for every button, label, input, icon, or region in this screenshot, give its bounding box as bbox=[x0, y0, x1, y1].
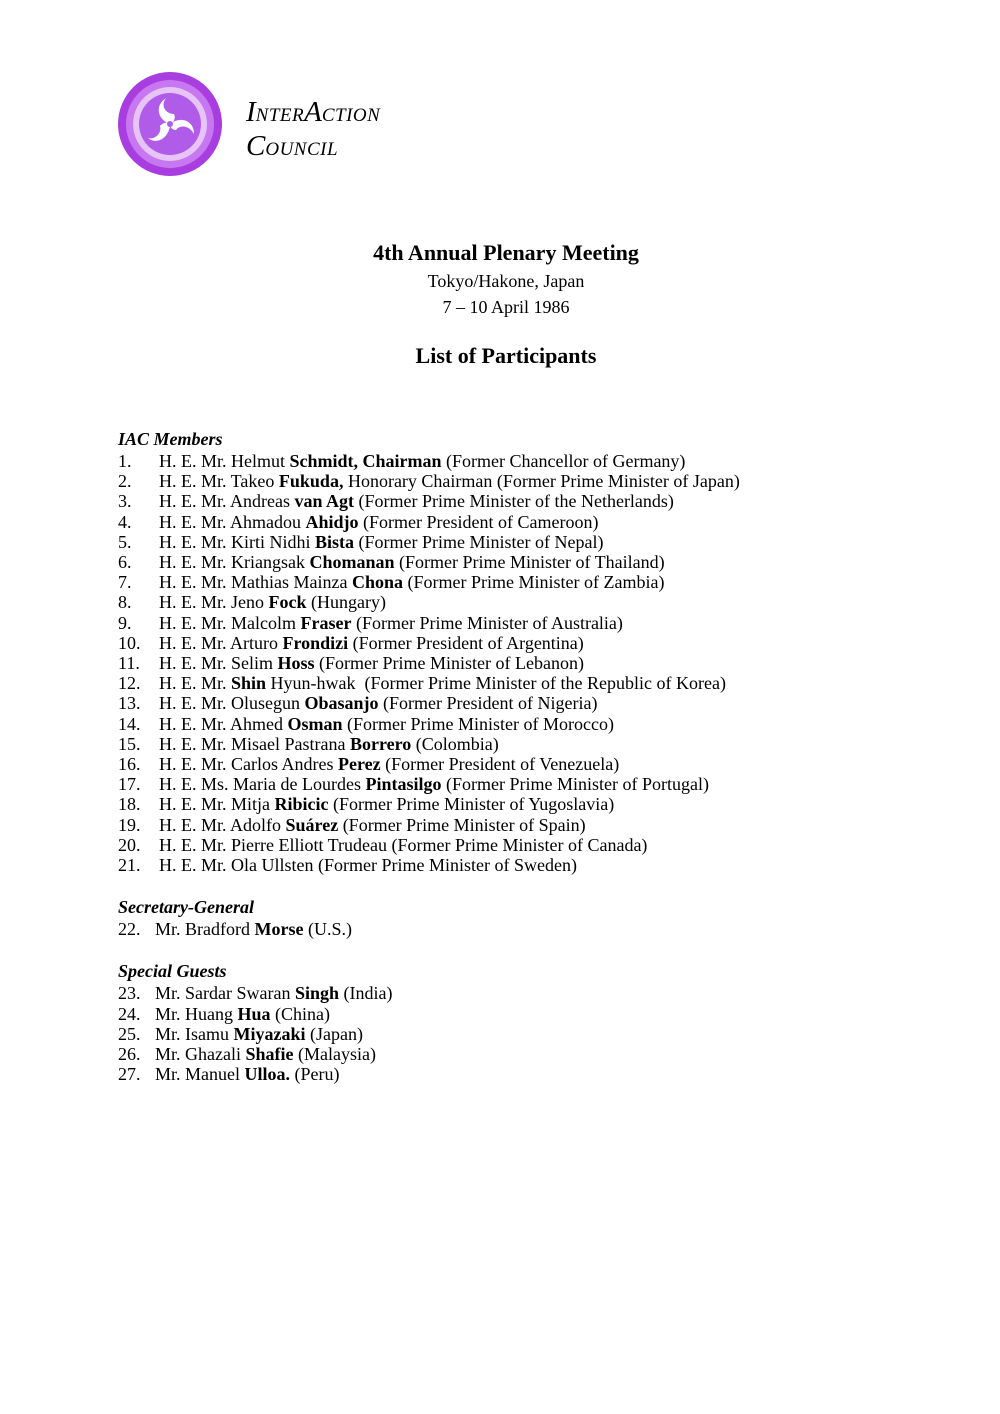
members-list bbox=[118, 451, 978, 875]
participant-item bbox=[118, 491, 978, 511]
participant-description: (Malaysia) bbox=[293, 1044, 376, 1065]
participant-text: Mr. Bradford bbox=[155, 919, 255, 940]
list-title: List of Participants bbox=[415, 343, 597, 368]
participant-description: (Former President of Venezuela) bbox=[380, 754, 620, 775]
participant-description: (Colombia) bbox=[411, 733, 499, 754]
participant-description: (Former Chancellor of Germany) bbox=[441, 451, 686, 471]
participant-item bbox=[118, 592, 978, 612]
participant-number: 13. bbox=[118, 693, 141, 714]
participant-number: 10. bbox=[118, 632, 141, 653]
participant-number: 14. bbox=[118, 713, 141, 734]
participant-surname: Ribicic bbox=[274, 794, 329, 815]
title-block bbox=[0, 238, 1000, 371]
participant-text: H. E. Mr. Ahmadou bbox=[159, 511, 306, 532]
participant-description: (Japan) bbox=[305, 1023, 363, 1044]
participant-text: H. E. Mr. Adolfo bbox=[159, 814, 286, 835]
participant-item bbox=[118, 673, 978, 693]
participant-number: 3. bbox=[118, 491, 132, 512]
participant-surname: Miyazaki bbox=[233, 1023, 306, 1044]
participant-text: Mr. Huang bbox=[155, 1003, 238, 1024]
participant-surname: Chona bbox=[351, 572, 403, 593]
participant-description: (Peru) bbox=[290, 1064, 340, 1085]
participant-text: H. E. Mr. Mitja bbox=[159, 794, 275, 815]
participant-number: 1. bbox=[118, 451, 132, 471]
participant-item bbox=[118, 451, 978, 471]
participant-number: 11. bbox=[118, 653, 140, 674]
participant-number: 23. bbox=[118, 983, 141, 1004]
participant-text: H. E. Mr. Takeo bbox=[159, 471, 279, 492]
participant-text: Mr. Manuel bbox=[155, 1064, 245, 1085]
participant-description: (Former Prime Minister of Lebanon) bbox=[314, 653, 584, 674]
participant-text: H. E. Mr. Olusegun bbox=[159, 693, 305, 714]
participant-description: (Former Prime Minister of the Netherlands) bbox=[354, 491, 674, 512]
participant-item bbox=[118, 471, 978, 491]
participant-description: (Former Prime Minister of Spain) bbox=[338, 814, 586, 835]
secretary-section bbox=[118, 895, 978, 939]
participant-description: (Former Prime Minister of Nepal) bbox=[354, 531, 604, 552]
participant-text: H. E. Mr. Arturo bbox=[159, 632, 283, 653]
participant-surname: Borrero bbox=[349, 733, 412, 754]
participant-item bbox=[118, 714, 978, 734]
participant-surname: Obasanjo bbox=[304, 693, 379, 714]
participant-number: 26. bbox=[118, 1044, 141, 1065]
participant-number: 2. bbox=[118, 471, 132, 492]
participant-text: H. E. Mr. Carlos Andres bbox=[159, 754, 338, 775]
participant-text: Mr. Sardar Swaran bbox=[155, 983, 295, 1004]
participant-item bbox=[118, 653, 978, 673]
participant-surname: Perez bbox=[338, 754, 381, 775]
participant-number: 27. bbox=[118, 1064, 141, 1085]
participant-description: (Former Prime Minister of Yugoslavia) bbox=[328, 794, 615, 815]
participant-item bbox=[118, 572, 978, 592]
participant-text: H. E. Mr. Helmut bbox=[159, 451, 290, 471]
participant-item bbox=[118, 512, 978, 532]
participant-surname: Schmidt, Chairman bbox=[289, 451, 442, 471]
participant-number: 8. bbox=[118, 592, 132, 613]
meeting-location: Tokyo/Hakone, Japan bbox=[427, 271, 585, 291]
participant-number: 7. bbox=[118, 572, 132, 593]
participant-text: H. E. Ms. Maria de Lourdes bbox=[159, 774, 366, 795]
secretary-list bbox=[118, 919, 978, 939]
section-heading: Secretary-General bbox=[118, 897, 254, 918]
participant-text: H. E. Mr. Pierre Elliott Trudeau (Former Prime Minister of Canada) bbox=[159, 834, 648, 855]
participant-surname: Ulloa. bbox=[244, 1064, 291, 1085]
participant-item bbox=[118, 835, 978, 855]
participant-text: H. E. Mr. Jeno bbox=[159, 592, 269, 613]
participant-surname: Fraser bbox=[300, 612, 352, 633]
participant-description: (Former President of Cameroon) bbox=[358, 511, 599, 532]
interaction-council-logo-icon bbox=[118, 72, 222, 176]
participant-description: (Former Prime Minister of Thailand) bbox=[394, 552, 665, 573]
participant-text: H. E. Mr. Ahmed bbox=[159, 713, 288, 734]
participant-number: 16. bbox=[118, 754, 141, 775]
participants-content bbox=[118, 427, 978, 1084]
participant-surname: Chomanan bbox=[309, 552, 395, 573]
org-cap: A bbox=[304, 96, 322, 128]
meeting-dates: 7 – 10 April 1986 bbox=[442, 297, 570, 317]
participant-text: H. E. Mr. Andreas bbox=[159, 491, 295, 512]
participant-surname: Bista bbox=[315, 531, 355, 552]
org-cap: I bbox=[246, 96, 256, 128]
participant-number: 19. bbox=[118, 814, 141, 835]
participant-item bbox=[118, 1044, 978, 1064]
participant-number: 24. bbox=[118, 1003, 141, 1024]
members-section bbox=[118, 427, 978, 875]
participant-surname: Osman bbox=[287, 713, 343, 734]
participant-item bbox=[118, 1064, 978, 1084]
participant-number: 21. bbox=[118, 855, 141, 876]
participant-description: (Former Prime Minister of Portugal) bbox=[441, 774, 709, 795]
participant-number: 6. bbox=[118, 552, 132, 573]
participant-item bbox=[118, 919, 978, 939]
participant-text: H. E. Mr. Malcolm bbox=[159, 612, 301, 633]
participant-number: 9. bbox=[118, 612, 132, 633]
meeting-title: 4th Annual Plenary Meeting bbox=[373, 240, 639, 265]
participant-surname: Shafie bbox=[245, 1044, 294, 1065]
participant-description: (Hungary) bbox=[306, 592, 386, 613]
participant-text: H. E. Mr. Kriangsak bbox=[159, 552, 310, 573]
org-text: NTER bbox=[255, 105, 305, 126]
participant-item bbox=[118, 1004, 978, 1024]
participant-surname: Hua bbox=[237, 1003, 271, 1024]
participant-surname: Fock bbox=[268, 592, 307, 613]
participant-number: 5. bbox=[118, 531, 132, 552]
participant-text: H. E. Mr. Ola Ullsten (Former Prime Minister of Sweden) bbox=[159, 855, 577, 876]
participant-description: (Former Prime Minister of Morocco) bbox=[342, 713, 614, 734]
participant-number: 17. bbox=[118, 774, 141, 795]
guests-section bbox=[118, 959, 978, 1084]
participant-text: H. E. Mr. Kirti Nidhi bbox=[159, 531, 315, 552]
participant-item bbox=[118, 794, 978, 814]
participant-surname: Suárez bbox=[285, 814, 339, 835]
participant-text: Mr. Ghazali bbox=[155, 1044, 246, 1065]
org-text: CTION bbox=[321, 105, 381, 126]
org-line-1 bbox=[246, 98, 380, 132]
participant-item bbox=[118, 774, 978, 794]
participant-description: Hyun-hwak (Former Prime Minister of the Republic of Korea) bbox=[266, 673, 726, 694]
participant-item bbox=[118, 633, 978, 653]
participant-description: Honorary Chairman (Former Prime Minister of Japan) bbox=[343, 471, 740, 492]
participant-description: (China) bbox=[270, 1003, 330, 1024]
participant-description: (Former Prime Minister of Zambia) bbox=[403, 572, 665, 593]
participant-text: H. E. Mr. Misael Pastrana bbox=[159, 733, 350, 754]
participant-text: H. E. Mr. Mathias Mainza bbox=[159, 572, 352, 593]
participant-description: (U.S.) bbox=[303, 919, 352, 940]
participant-number: 20. bbox=[118, 834, 141, 855]
participant-surname: Singh bbox=[294, 983, 340, 1004]
participant-surname: Ahidjo bbox=[305, 511, 359, 532]
org-text: OUNCIL bbox=[265, 139, 339, 160]
participant-surname: van Agt bbox=[294, 491, 354, 512]
participant-description: (Former President of Nigeria) bbox=[378, 693, 598, 714]
participant-item bbox=[118, 855, 978, 875]
participant-surname: Morse bbox=[254, 919, 304, 940]
participant-item bbox=[118, 734, 978, 754]
section-heading: Special Guests bbox=[118, 961, 227, 982]
participant-item bbox=[118, 983, 978, 1003]
participant-number: 22. bbox=[118, 919, 141, 940]
participant-item bbox=[118, 693, 978, 713]
participant-number: 4. bbox=[118, 511, 132, 532]
org-line-2 bbox=[246, 132, 380, 166]
section-heading: IAC Members bbox=[118, 429, 223, 449]
participant-number: 15. bbox=[118, 733, 141, 754]
participant-text: Mr. Isamu bbox=[155, 1023, 234, 1044]
participant-item bbox=[118, 815, 978, 835]
participant-description: (Former President of Argentina) bbox=[348, 632, 584, 653]
participant-surname: Hoss bbox=[277, 653, 315, 674]
participant-number: 18. bbox=[118, 794, 141, 815]
org-cap: C bbox=[246, 130, 266, 162]
participant-description: (Former Prime Minister of Australia) bbox=[351, 612, 623, 633]
participant-item bbox=[118, 532, 978, 552]
participant-text: H. E. Mr. bbox=[159, 673, 231, 694]
participant-number: 12. bbox=[118, 673, 141, 694]
participant-surname: Shin bbox=[231, 673, 267, 694]
guests-list bbox=[118, 983, 978, 1084]
participant-surname: Fukuda, bbox=[278, 471, 344, 492]
organization-name bbox=[246, 98, 380, 166]
participant-item bbox=[118, 754, 978, 774]
participant-item bbox=[118, 1024, 978, 1044]
participant-item bbox=[118, 613, 978, 633]
participant-item bbox=[118, 552, 978, 572]
participant-text: H. E. Mr. Selim bbox=[159, 653, 278, 674]
participant-surname: Pintasilgo bbox=[365, 774, 442, 795]
participant-description: (India) bbox=[339, 983, 393, 1004]
participant-number: 25. bbox=[118, 1023, 141, 1044]
participant-surname: Frondizi bbox=[282, 632, 349, 653]
